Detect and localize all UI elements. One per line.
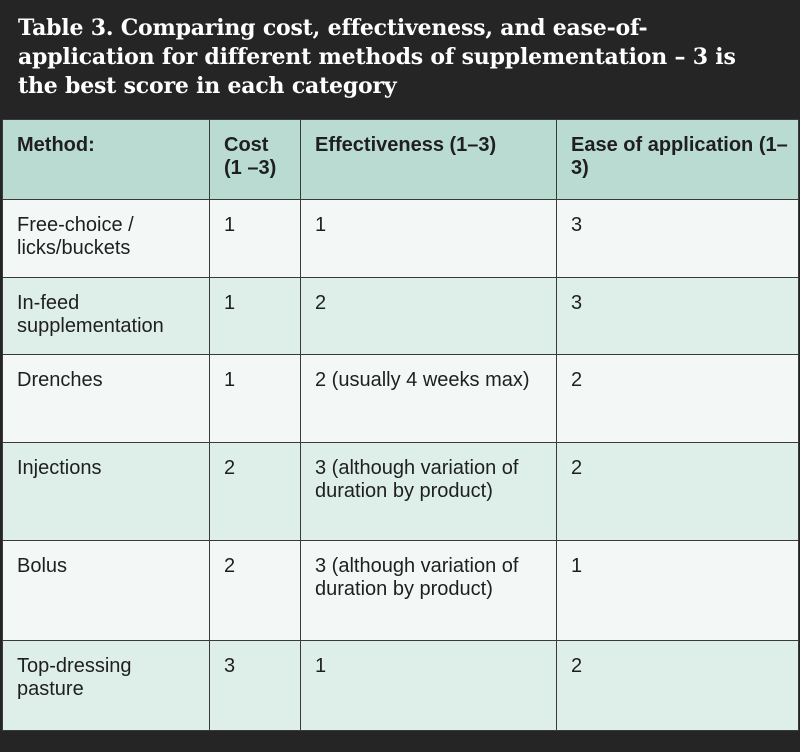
header-ease: Ease of application (1–3)	[557, 120, 799, 200]
cell-ease: 3	[557, 278, 799, 355]
cell-effectiveness: 2 (usually 4 weeks max)	[301, 355, 557, 443]
header-row	[3, 120, 799, 200]
header-cost: Cost (1 –3)	[210, 120, 301, 200]
cell-method: Bolus	[3, 541, 210, 641]
table-row	[3, 541, 799, 641]
table-row	[3, 443, 799, 541]
cell-cost: 3	[210, 641, 301, 731]
cell-effectiveness: 1	[301, 200, 557, 278]
table-row	[3, 200, 799, 278]
table-title: Table 3. Comparing cost, effectiveness, and ease-of-application for different methods of supplementation – 3 is the best score in each category	[2, 2, 798, 119]
table-row	[3, 355, 799, 443]
cell-method: Top-dressing pasture	[3, 641, 210, 731]
cell-effectiveness: 1	[301, 641, 557, 731]
cell-cost: 1	[210, 278, 301, 355]
cell-method: Injections	[3, 443, 210, 541]
cell-cost: 1	[210, 355, 301, 443]
cell-effectiveness: 3 (although variation of duration by product)	[301, 443, 557, 541]
cell-ease: 2	[557, 355, 799, 443]
table-row	[3, 278, 799, 355]
cell-ease: 2	[557, 641, 799, 731]
header-effectiveness: Effectiveness (1–3)	[301, 120, 557, 200]
cell-ease: 3	[557, 200, 799, 278]
cell-cost: 2	[210, 443, 301, 541]
cell-cost: 1	[210, 200, 301, 278]
cell-method: Drenches	[3, 355, 210, 443]
cell-effectiveness: 2	[301, 278, 557, 355]
cell-method: In-feed supplementation	[3, 278, 210, 355]
cell-method: Free-choice / licks/buckets	[3, 200, 210, 278]
cell-effectiveness: 3 (although variation of duration by product)	[301, 541, 557, 641]
header-method: Method:	[3, 120, 210, 200]
supplementation-table	[2, 119, 799, 731]
cell-cost: 2	[210, 541, 301, 641]
cell-ease: 2	[557, 443, 799, 541]
table-row	[3, 641, 799, 731]
cell-ease: 1	[557, 541, 799, 641]
